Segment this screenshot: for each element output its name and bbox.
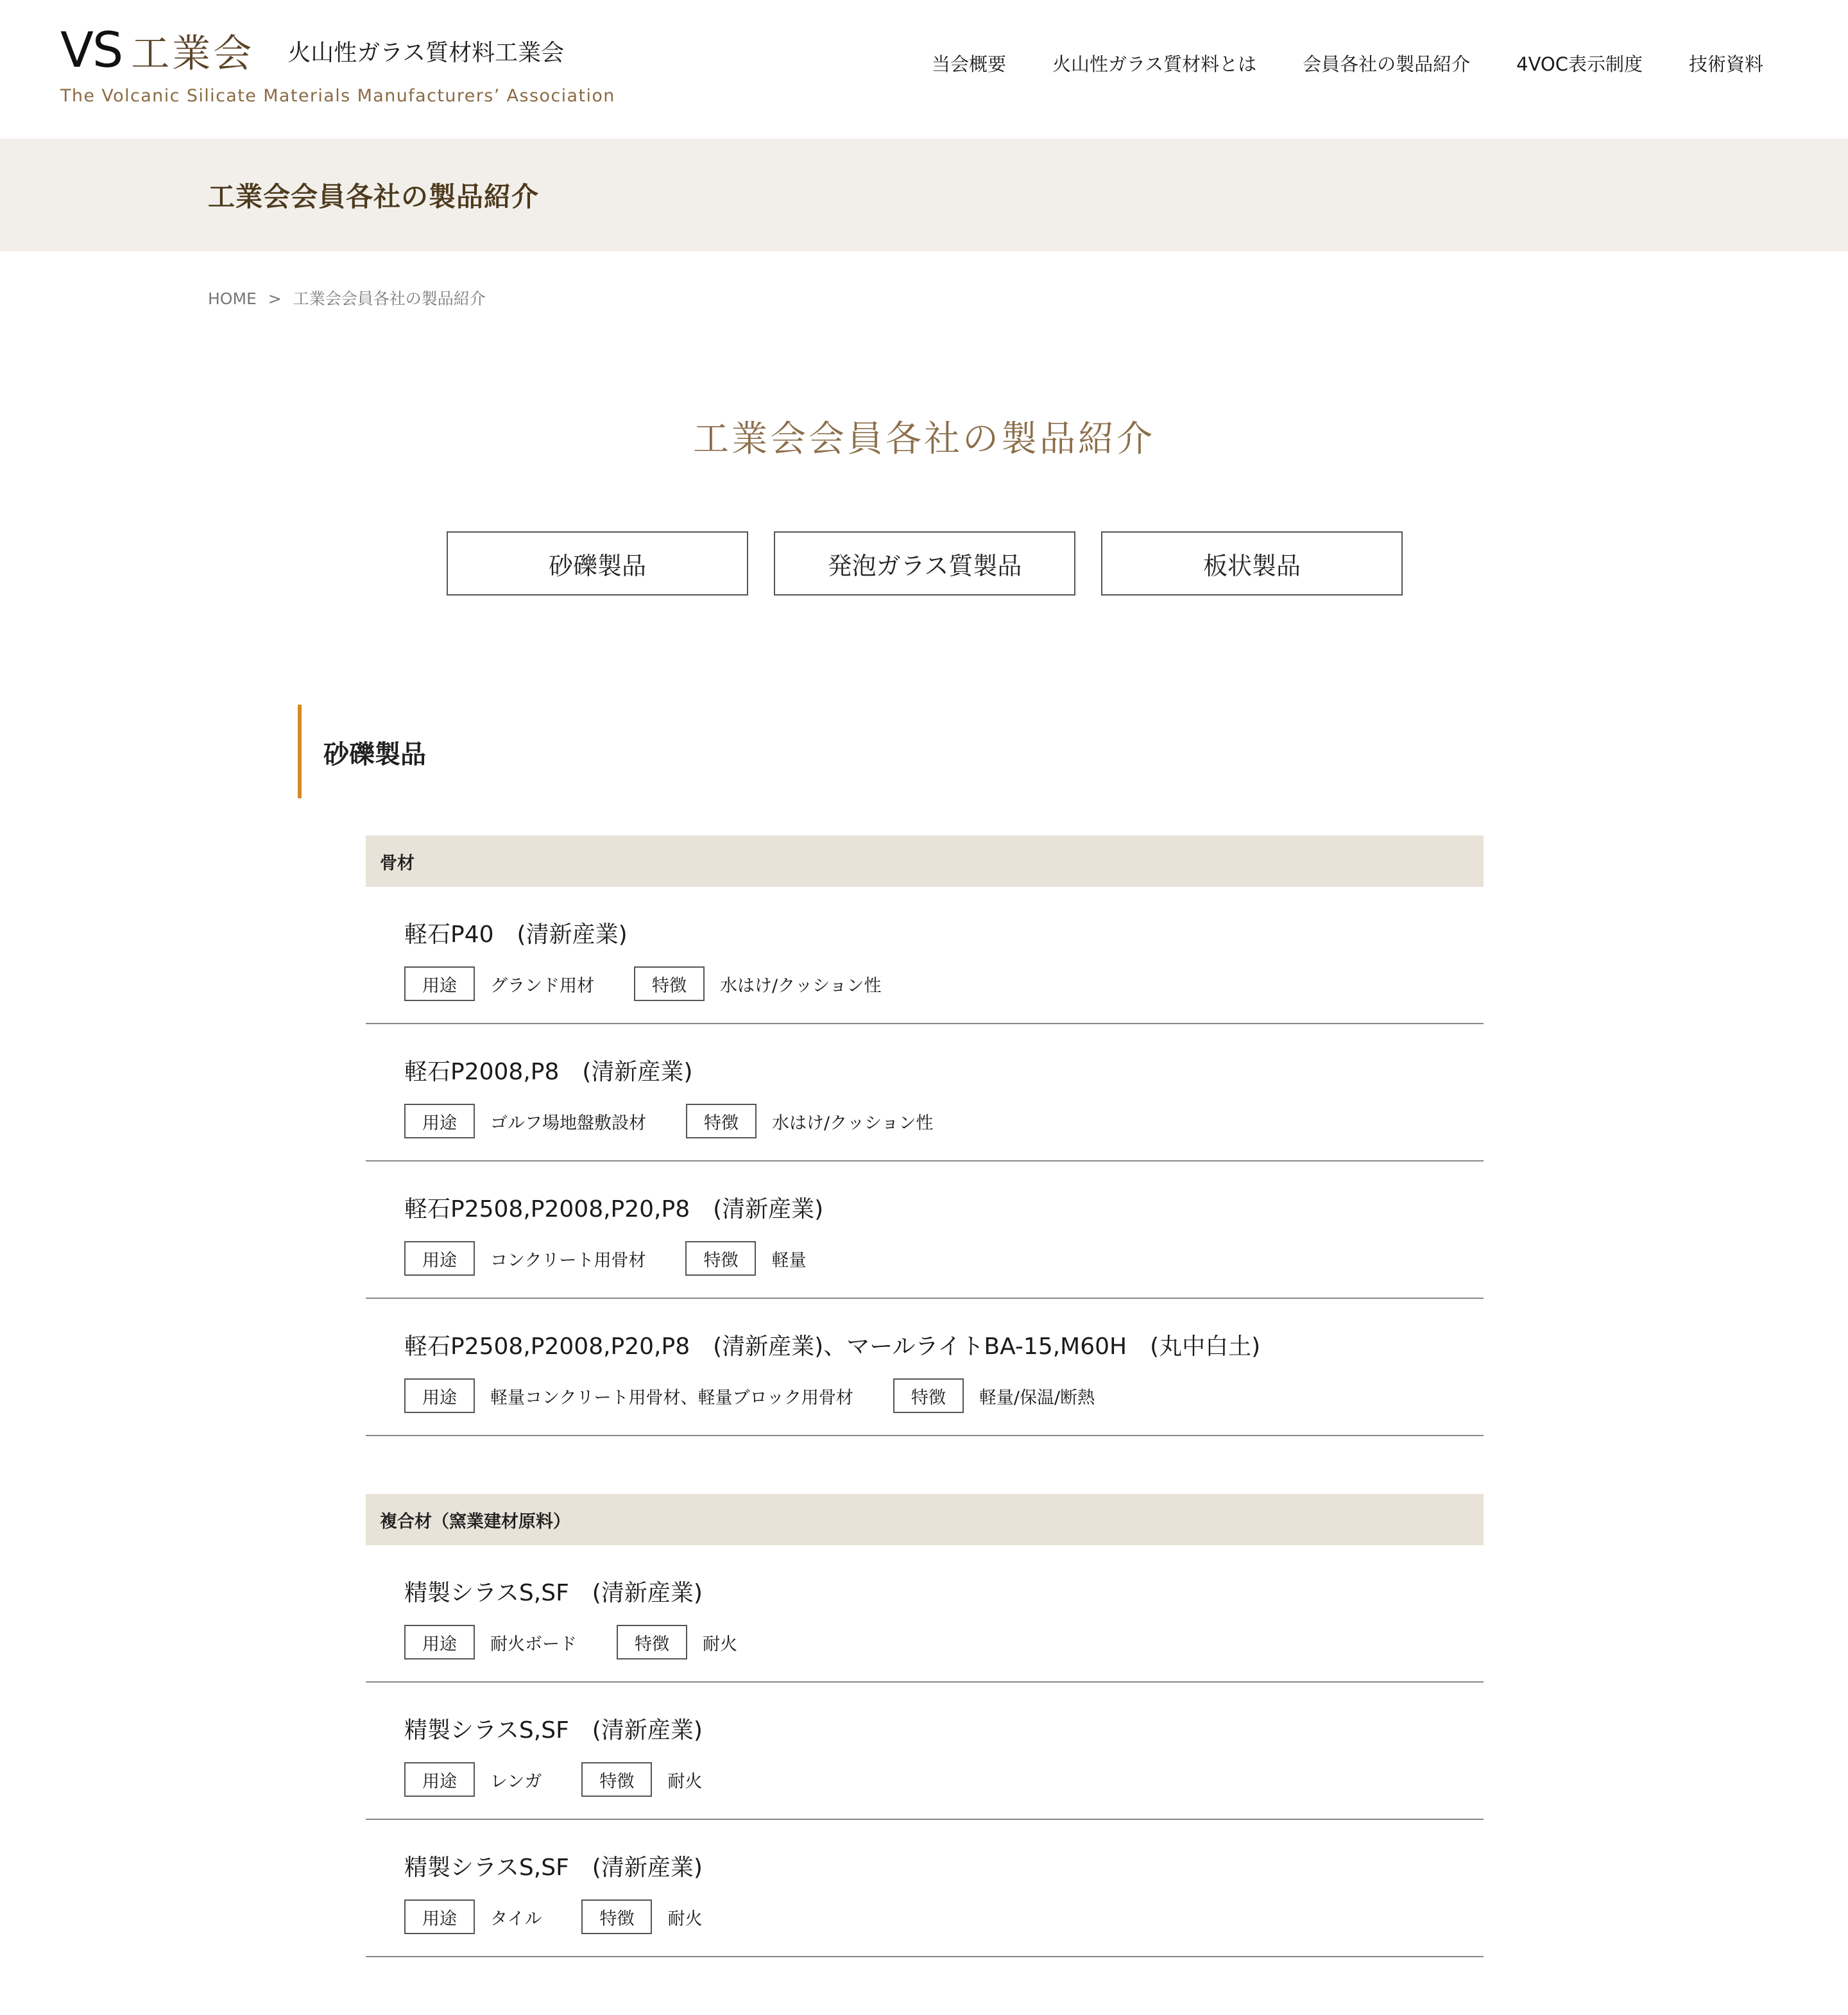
group-title: 骨材 (366, 836, 1484, 887)
site-logo[interactable] (60, 21, 615, 106)
category-title: 砂礫製品 (323, 740, 426, 769)
feature-tag: 特徴 (634, 966, 705, 1001)
use-tag: 用途 (404, 1241, 475, 1276)
nav-item-member-products[interactable]: 会員各社の製品紹介 (1303, 53, 1471, 75)
product-item (366, 1683, 1484, 1820)
nav-item-technical-docs[interactable]: 技術資料 (1688, 53, 1763, 75)
breadcrumb (208, 286, 492, 309)
feature-tag: 特徴 (581, 1899, 652, 1934)
tab-gravel-products[interactable]: 砂礫製品 (447, 531, 748, 596)
use-tag: 用途 (404, 1899, 475, 1934)
product-name: 精製シラスS,SF (清新産業) (404, 1855, 703, 1881)
product-item (366, 1299, 1484, 1436)
feature-tag: 特徴 (581, 1762, 652, 1797)
product-attributes (404, 966, 921, 1001)
tab-foamed-glass-products[interactable]: 発泡ガラス質製品 (774, 531, 1075, 596)
use-value: 耐火ボード (490, 1634, 577, 1654)
section-title: 工業会会員各社の製品紹介 (693, 418, 1155, 460)
product-item (366, 887, 1484, 1024)
nav-item-what-is-volcanic-glass[interactable]: 火山性ガラス質材料とは (1052, 53, 1257, 75)
use-tag: 用途 (404, 1625, 475, 1659)
category-heading (298, 705, 811, 798)
product-item (366, 1820, 1484, 1957)
logo-association-mark: 工業会 (131, 31, 255, 76)
site-header (0, 0, 1848, 139)
use-tag: 用途 (404, 1762, 475, 1797)
product-groups (366, 836, 1484, 2015)
use-tag: 用途 (404, 966, 475, 1001)
product-item (366, 1545, 1484, 1683)
product-attributes (404, 1378, 1134, 1413)
logo-japanese-name: 火山性ガラス質材料工業会 (287, 40, 565, 66)
logo-vs-text: VS (60, 21, 123, 78)
nav-item-4voc[interactable]: 4VOC表示制度 (1516, 53, 1643, 75)
use-tag: 用途 (404, 1378, 475, 1413)
page-banner (0, 139, 1848, 252)
feature-value: 耐火 (667, 1771, 703, 1792)
feature-value: 水はけ/クッション性 (720, 975, 882, 996)
feature-value: 耐火 (703, 1634, 737, 1654)
breadcrumb-current: 工業会会員各社の製品紹介 (293, 289, 486, 308)
use-value: ゴルフ場地盤敷設材 (490, 1113, 646, 1133)
feature-tag: 特徴 (686, 1104, 757, 1138)
use-value: グランド用材 (490, 975, 594, 996)
group-title: 複合材（窯業建材原料） (366, 1494, 1484, 1545)
product-attributes (404, 1762, 742, 1797)
product-group (366, 836, 1484, 1436)
use-value: レンガ (490, 1771, 542, 1792)
product-attributes (404, 1104, 973, 1138)
use-value: コンクリート用骨材 (490, 1250, 646, 1271)
use-value: タイル (490, 1908, 542, 1929)
category-tabs (447, 531, 1403, 596)
breadcrumb-separator: > (268, 289, 282, 308)
use-tag: 用途 (404, 1104, 475, 1138)
logo-english-name: The Volcanic Silicate Materials Manufacturers’ Association (60, 86, 615, 106)
product-name: 軽石P2508,P2008,P20,P8 (清新産業) (404, 1196, 824, 1222)
product-name: 精製シラスS,SF (清新産業) (404, 1717, 703, 1744)
product-name: 軽石P2508,P2008,P20,P8 (清新産業)、マールライトBA-15,M60H (丸中白土) (404, 1333, 1261, 1360)
feature-value: 軽量/保温/断熱 (979, 1387, 1095, 1408)
tab-board-products[interactable]: 板状製品 (1101, 531, 1403, 596)
feature-tag: 特徴 (685, 1241, 756, 1276)
product-attributes (404, 1625, 777, 1659)
product-name: 軽石P2008,P8 (清新産業) (404, 1059, 693, 1085)
breadcrumb-home-link[interactable]: HOME (208, 289, 257, 308)
feature-tag: 特徴 (617, 1625, 687, 1659)
product-attributes (404, 1241, 846, 1276)
nav-item-about[interactable]: 当会概要 (931, 53, 1006, 75)
product-attributes (404, 1899, 742, 1934)
product-item (366, 1162, 1484, 1299)
feature-value: 軽量 (771, 1250, 807, 1271)
feature-tag: 特徴 (893, 1378, 964, 1413)
feature-value: 耐火 (667, 1908, 703, 1929)
use-value: 軽量コンクリート用骨材、軽量ブロック用骨材 (490, 1387, 853, 1408)
main-nav (932, 51, 1763, 77)
page-title: 工業会会員各社の製品紹介 (208, 181, 540, 212)
feature-value: 水はけ/クッション性 (772, 1113, 934, 1133)
product-item (366, 1024, 1484, 1162)
product-name: 精製シラスS,SF (清新産業) (404, 1580, 703, 1606)
logo-row (60, 21, 615, 78)
product-group (366, 1494, 1484, 1957)
product-name: 軽石P40 (清新産業) (404, 922, 628, 948)
